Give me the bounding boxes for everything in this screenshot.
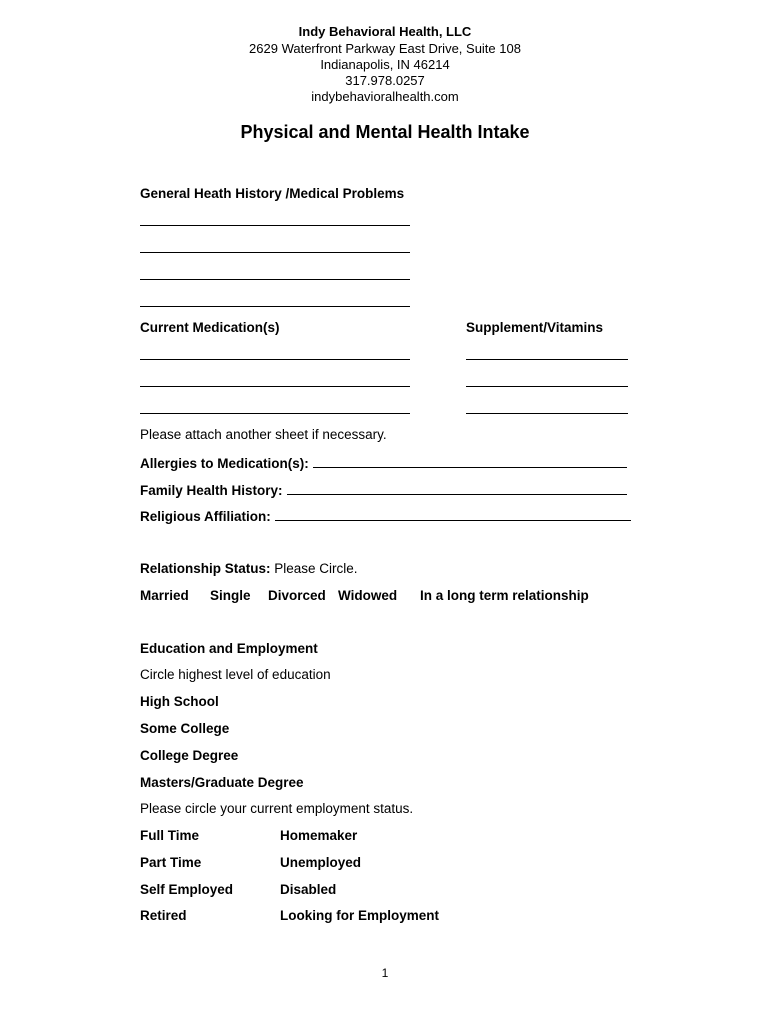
- address-line2: Indianapolis, IN 46214: [320, 57, 450, 72]
- org-name: Indy Behavioral Health, LLC: [298, 24, 472, 39]
- family-history-label: Family Health History:: [140, 483, 283, 498]
- allergies-label: Allergies to Medication(s):: [140, 456, 309, 471]
- page-title: Physical and Mental Health Intake: [240, 122, 530, 142]
- relationship-label: Relationship Status:: [140, 561, 271, 576]
- relationship-option-widowed[interactable]: Widowed: [338, 588, 398, 603]
- religious-input-line[interactable]: [275, 506, 631, 521]
- allergies-row: [140, 453, 627, 472]
- relationship-instruction: Please Circle.: [270, 561, 358, 576]
- education-option-high-school[interactable]: High School: [140, 694, 219, 709]
- relationship-option-divorced[interactable]: Divorced: [268, 588, 326, 603]
- education-option-masters[interactable]: Masters/Graduate Degree: [140, 775, 304, 790]
- family-history-row: [140, 480, 627, 499]
- employment-option-disabled[interactable]: Disabled: [280, 882, 337, 897]
- medication-line-3[interactable]: [140, 413, 410, 414]
- supplement-line-1[interactable]: [466, 359, 628, 360]
- education-instruction: Circle highest level of education: [140, 667, 331, 682]
- relationship-option-single[interactable]: Single: [210, 588, 251, 603]
- attach-note: Please attach another sheet if necessary.: [140, 427, 387, 442]
- employment-instruction: Please circle your current employment status.: [140, 801, 414, 816]
- education-option-some-college[interactable]: Some College: [140, 721, 230, 736]
- employment-option-part-time[interactable]: Part Time: [140, 855, 202, 870]
- supplement-line-2[interactable]: [466, 386, 628, 387]
- employment-option-retired[interactable]: Retired: [140, 908, 187, 923]
- general-health-line-4[interactable]: [140, 306, 410, 307]
- family-history-input-line[interactable]: [287, 480, 627, 495]
- employment-option-unemployed[interactable]: Unemployed: [280, 855, 362, 870]
- employment-option-full-time[interactable]: Full Time: [140, 828, 200, 843]
- supplement-line-3[interactable]: [466, 413, 628, 414]
- religious-label: Religious Affiliation:: [140, 509, 271, 524]
- employment-option-self-employed[interactable]: Self Employed: [140, 882, 234, 897]
- supplements-label: Supplement/Vitamins: [466, 320, 604, 335]
- phone-number: 317.978.0257: [345, 73, 425, 88]
- relationship-option-married[interactable]: Married: [140, 588, 189, 603]
- current-medications-label: Current Medication(s): [140, 320, 280, 335]
- religious-row: [140, 506, 631, 525]
- education-option-college-degree[interactable]: College Degree: [140, 748, 239, 763]
- general-health-label: General Heath History /Medical Problems: [140, 186, 405, 201]
- allergies-input-line[interactable]: [313, 453, 627, 468]
- employment-option-looking[interactable]: Looking for Employment: [280, 908, 440, 923]
- general-health-line-3[interactable]: [140, 279, 410, 280]
- page-number: 1: [381, 966, 389, 980]
- general-health-line-1[interactable]: [140, 225, 410, 226]
- education-heading: Education and Employment: [140, 641, 318, 656]
- general-health-line-2[interactable]: [140, 252, 410, 253]
- website: indybehavioralhealth.com: [311, 89, 459, 104]
- relationship-option-long-term[interactable]: In a long term relationship: [420, 588, 589, 603]
- employment-option-homemaker[interactable]: Homemaker: [280, 828, 358, 843]
- medication-line-1[interactable]: [140, 359, 410, 360]
- address-line1: 2629 Waterfront Parkway East Drive, Suite 108: [249, 41, 521, 56]
- relationship-row: [140, 560, 358, 577]
- medication-line-2[interactable]: [140, 386, 410, 387]
